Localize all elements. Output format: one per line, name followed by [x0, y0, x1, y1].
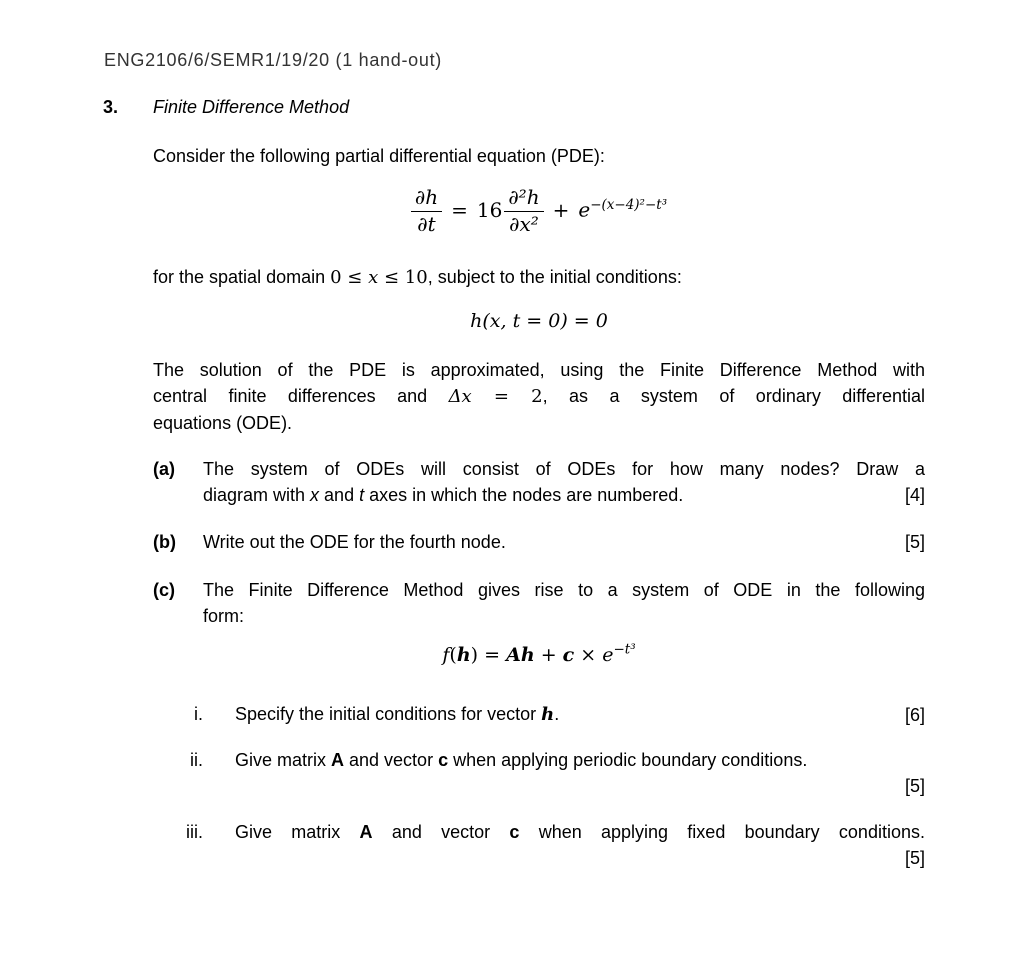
subitem-ii [153, 747, 925, 799]
item-c-line1: The Finite Difference Method gives rise to a system of ODE in the following [203, 580, 925, 600]
question-number: 3. [103, 97, 119, 117]
subitem-i [153, 701, 925, 728]
delta-x-math: Δx = 2 [448, 386, 543, 407]
item-a-label: (a) [153, 459, 175, 479]
equals-sign: = [478, 644, 507, 666]
subitem-iii-label: iii. [186, 822, 203, 842]
domain-text-cont: , subject to the initial conditions: [427, 267, 682, 287]
domain-math: 0 ≤ x ≤ 10 [330, 267, 428, 288]
fraction-denominator: ∂t [417, 212, 436, 236]
subitem-i-body [235, 701, 925, 728]
fraction-numerator: ∂h [411, 186, 442, 212]
var-x: x [310, 485, 320, 505]
subitem-i-label: i. [194, 704, 203, 724]
plus-sign: + [552, 197, 570, 222]
course-code-header: ENG2106/6/SEMR1/19/20 (1 hand-out) [104, 50, 442, 70]
var-t: t [359, 485, 365, 505]
fraction-numerator: ∂²h [504, 186, 543, 212]
marks-badge: [5] [904, 776, 925, 796]
pde-equation [153, 186, 925, 236]
exp-base: e [602, 644, 614, 666]
domain-line [153, 264, 925, 291]
paragraph-line: equations (ODE). [153, 413, 293, 433]
item-c-label: (c) [153, 580, 175, 600]
subitem-i-text: Specify the initial conditions for vector h. [235, 704, 560, 725]
item-a [153, 456, 925, 508]
plus-sign: + [534, 644, 563, 666]
marks-badge: [4] [904, 485, 925, 505]
ode-system-equation: $f(h) = Ah + c \times e^{-t^3}$ [442, 641, 636, 666]
item-a-line2: diagram with x and t axes in which the nodes are numbered. [203, 485, 684, 505]
marks-badge: [5] [904, 532, 925, 552]
d2h-dx2-fraction [504, 186, 543, 236]
exponent: −(x−4)²−t³ [590, 196, 668, 213]
var-x: x [368, 267, 379, 288]
vector-c: c [509, 822, 520, 842]
paragraph-line: central finite differences and Δx = 2, as a system of ordinary differential [153, 386, 925, 407]
coefficient: 16 [476, 197, 503, 222]
vector-h: h [541, 704, 555, 725]
item-c-body [203, 577, 925, 629]
vector-h: h [520, 644, 535, 666]
section-title: Finite Difference Method [153, 97, 350, 117]
subitem-iii-body [235, 819, 925, 871]
initial-condition-expression: h(x, t = 0) = 0 [470, 310, 608, 332]
exponent: −t³ [613, 641, 636, 658]
item-b-label: (b) [153, 532, 176, 552]
item-b [153, 529, 925, 555]
item-b-body [203, 529, 925, 555]
matrix-A: A [359, 822, 373, 842]
fraction-denominator: ∂x² [509, 212, 539, 236]
func-f: f [442, 644, 450, 666]
matrix-A: A [506, 644, 521, 666]
intro-paragraph: Consider the following partial differential equation (PDE): [153, 146, 605, 166]
approximation-paragraph [153, 357, 925, 436]
times-sign: × [574, 644, 603, 666]
exp-base: e [578, 197, 591, 222]
subitem-iii-text: Give matrix A and vector c when applying fixed boundary conditions. [235, 822, 925, 842]
vector-h: h [456, 644, 471, 666]
matrix-A: A [331, 750, 345, 770]
subitem-ii-label: ii. [190, 750, 203, 770]
vector-c: c [562, 644, 575, 666]
subitem-ii-body [235, 747, 925, 799]
domain-text: for the spatial domain [153, 267, 331, 287]
item-b-text: Write out the ODE for the fourth node. [203, 532, 506, 552]
section-heading [103, 97, 349, 118]
subitem-ii-text: Give matrix A and vector c when applying periodic boundary conditions. [235, 750, 808, 770]
subitem-iii [153, 819, 925, 871]
vector-c: c [438, 750, 449, 770]
paragraph-line: The solution of the PDE is approximated, using the Finite Difference Method with [153, 360, 925, 380]
item-a-line1: The system of ODEs will consist of ODEs for how many nodes? Draw a [203, 459, 925, 479]
initial-condition-equation [153, 310, 925, 333]
marks-badge: [6] [904, 705, 925, 725]
marks-badge: [5] [904, 848, 925, 868]
item-a-body [203, 456, 925, 508]
equals-sign: = [451, 197, 468, 222]
item-c [153, 577, 925, 629]
item-c-line2: form: [203, 606, 245, 626]
dh-dt-fraction [411, 186, 442, 236]
